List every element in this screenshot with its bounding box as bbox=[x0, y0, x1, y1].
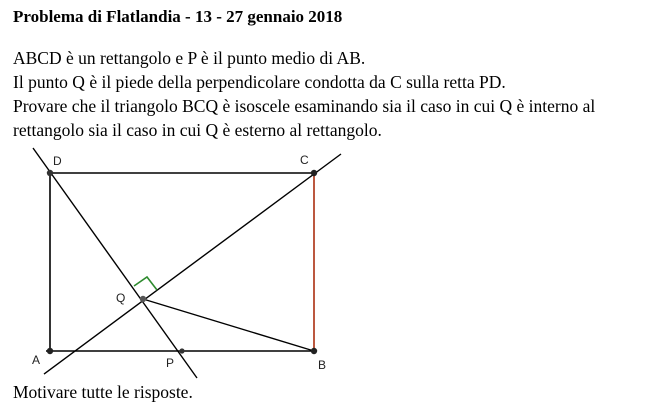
segment-qb bbox=[143, 299, 314, 351]
statement-line: Il punto Q è il piede della perpendicolare condotta da C sulla retta PD. bbox=[13, 72, 506, 92]
point-c bbox=[311, 170, 317, 176]
problem-title: Problema di Flatlandia - 13 - 27 gennaio 2018 bbox=[13, 7, 343, 26]
problem-statement bbox=[13, 46, 658, 142]
label-q: Q bbox=[116, 291, 126, 305]
statement-line: Provare che il triangolo BCQ è isoscele esaminando sia il caso in cui Q è interno al bbox=[13, 96, 596, 116]
label-p: P bbox=[166, 356, 175, 370]
right-angle-marker bbox=[134, 277, 157, 290]
point-b bbox=[311, 348, 317, 354]
geometry-figure bbox=[0, 145, 663, 380]
line-dp bbox=[33, 148, 197, 378]
label-c: C bbox=[300, 153, 309, 167]
point-d bbox=[47, 170, 53, 176]
point-q bbox=[140, 296, 146, 302]
statement-line: rettangolo sia il caso in cui Q è esterno al rettangolo. bbox=[13, 120, 382, 140]
label-a: A bbox=[32, 353, 41, 367]
label-b: B bbox=[318, 358, 327, 372]
label-d: D bbox=[53, 154, 62, 168]
point-a bbox=[47, 348, 53, 354]
line-cq bbox=[44, 154, 341, 374]
point-p bbox=[179, 348, 184, 353]
footer-instruction: Motivare tutte le risposte. bbox=[13, 382, 193, 402]
statement-line: ABCD è un rettangolo e P è il punto medio di AB. bbox=[13, 48, 366, 68]
